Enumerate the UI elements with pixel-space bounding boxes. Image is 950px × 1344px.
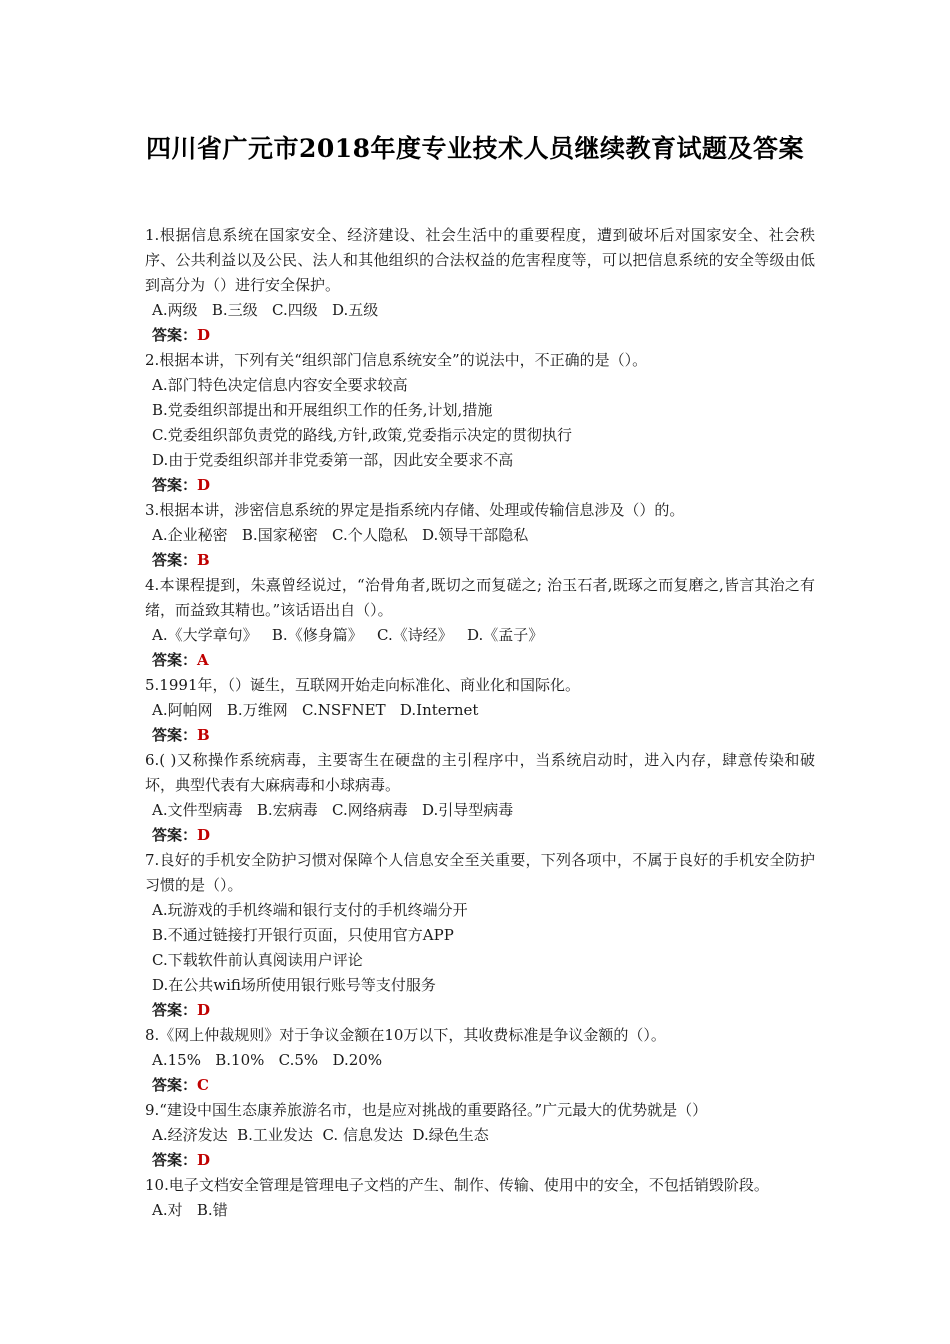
question-block <box>145 1023 815 1098</box>
answer-line <box>145 1073 815 1098</box>
question-text: 5.1991年，（）诞生，互联网开始走向标准化、商业化和国际化。 <box>145 676 580 694</box>
answer-value: B <box>197 551 210 569</box>
question-option: B.党委组织部提出和开展组织工作的任务,计划,措施 <box>152 401 493 419</box>
answer-line <box>145 723 815 748</box>
answer-label: 答案： <box>152 326 198 344</box>
answer-value: C <box>197 1076 209 1094</box>
question-text: 8.《网上仲裁规则》对于争议金额在10万以下，其收费标准是争议金额的（）。 <box>145 1026 666 1044</box>
answer-value: D <box>197 1001 211 1019</box>
question-text: 3.根据本讲，涉密信息系统的界定是指系统内存储、处理或传输信息涉及（）的。 <box>145 501 685 519</box>
answer-line <box>145 1148 815 1173</box>
question-option: A.部门特色决定信息内容安全要求较高 <box>152 376 408 394</box>
answer-label: 答案： <box>152 826 198 844</box>
page-title: 四川省广元市2018年度专业技术人员继续教育试题及答案 <box>145 134 805 163</box>
answer-label: 答案： <box>152 1151 198 1169</box>
question-option: D.在公共wifi场所使用银行账号等支付服务 <box>152 976 436 994</box>
answer-label: 答案： <box>152 476 198 494</box>
answer-line <box>145 823 815 848</box>
answer-label: 答案： <box>152 651 198 669</box>
question-block <box>145 748 815 848</box>
question-text: 7.良好的手机安全防护习惯对保障个人信息安全至关重要，下列各项中，不属于良好的手机安全防护习惯的是（）。 <box>145 851 815 894</box>
answer-value: D <box>197 1151 211 1169</box>
question-option: A.玩游戏的手机终端和银行支付的手机终端分开 <box>152 901 468 919</box>
question-option: A.企业秘密 B.国家秘密 C.个人隐私 D.领导干部隐私 <box>152 526 529 544</box>
question-option: A.对 B.错 <box>152 1201 228 1219</box>
question-option: C.党委组织部负责党的路线,方针,政策,党委指示决定的贯彻执行 <box>152 426 573 444</box>
answer-line <box>145 323 815 348</box>
question-text: 1.根据信息系统在国家安全、经济建设、社会生活中的重要程度，遭到破坏后对国家安全、社会秩序、公共利益以及公民、法人和其他组织的合法权益的危害程度等，可以把信息系统的安全等级由低到高分为（）进行安全保护。 <box>145 226 815 294</box>
question-block <box>145 848 815 1023</box>
question-option: B.不通过链接打开银行页面，只使用官方APP <box>152 926 454 944</box>
answer-line <box>145 548 815 573</box>
question-option: A.经济发达 B.工业发达 C. 信息发达 D.绿色生态 <box>152 1126 489 1144</box>
question-option: A.15% B.10% C.5% D.20% <box>152 1051 383 1069</box>
question-option: A.《大学章句》 B.《修身篇》 C.《诗经》 D.《孟子》 <box>152 626 544 644</box>
question-text: 10.电子文档安全管理是管理电子文档的产生、制作、传输、使用中的安全，不包括销毁阶段。 <box>145 1176 769 1194</box>
answer-label: 答案： <box>152 1001 198 1019</box>
question-block <box>145 1098 815 1173</box>
answer-value: B <box>197 726 210 744</box>
question-option: D.由于党委组织部并非党委第一部，因此安全要求不高 <box>152 451 514 469</box>
question-text: 6.( )又称操作系统病毒，主要寄生在硬盘的主引程序中，当系统启动时，进入内存，肆意传染和破坏，典型代表有大麻病毒和小球病毒。 <box>145 751 815 794</box>
answer-value: D <box>197 326 211 344</box>
question-block <box>145 348 815 498</box>
answer-line <box>145 473 815 498</box>
answer-value: D <box>197 476 211 494</box>
question-block <box>145 673 815 748</box>
answer-value: A <box>197 651 209 669</box>
question-block <box>145 1173 815 1223</box>
answer-value: D <box>197 826 211 844</box>
question-block <box>145 223 815 348</box>
question-block <box>145 498 815 573</box>
question-list <box>145 223 815 1223</box>
question-text: 9.“建设中国生态康养旅游名市，也是应对挑战的重要路径。”广元最大的优势就是（） <box>145 1101 708 1119</box>
answer-line <box>145 648 815 673</box>
answer-label: 答案： <box>152 1076 198 1094</box>
question-block <box>145 573 815 673</box>
answer-label: 答案： <box>152 726 198 744</box>
answer-label: 答案： <box>152 551 198 569</box>
question-option: A.阿帕网 B.万维网 C.NSFNET D.Internet <box>152 701 479 719</box>
question-option: C.下载软件前认真阅读用户评论 <box>152 951 363 969</box>
question-text: 4.本课程提到，朱熹曾经说过，“治骨角者,既切之而复磋之; 治玉石者,既琢之而复磨之,皆言其治之有绪，而益致其精也。”该话语出自（）。 <box>145 576 815 619</box>
question-option: A.文件型病毒 B.宏病毒 C.网络病毒 D.引导型病毒 <box>152 801 514 819</box>
answer-line <box>145 998 815 1023</box>
question-text: 2.根据本讲，下列有关“组织部门信息系统安全”的说法中，不正确的是（）。 <box>145 351 648 369</box>
question-option: A.两级 B.三级 C.四级 D.五级 <box>152 301 379 319</box>
